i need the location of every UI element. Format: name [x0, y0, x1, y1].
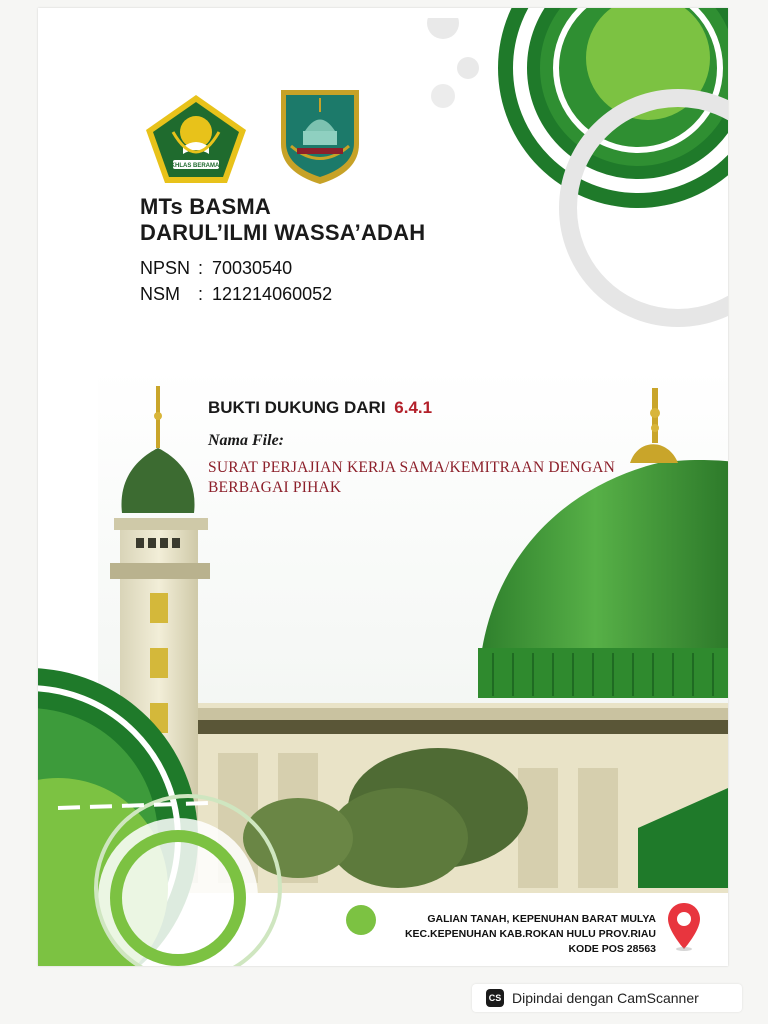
npsn-value: 70030540: [212, 258, 293, 278]
camscanner-watermark: [472, 984, 742, 1012]
nsm-label: NSM: [140, 284, 180, 304]
file-label: Nama File:: [208, 432, 284, 449]
rokan-hulu-emblem-icon: [277, 86, 363, 186]
npsn-separator: :: [198, 258, 204, 278]
file-name: SURAT PERJAJIAN KERJA SAMA/KEMITRAAN DENGAN BERBAGAI PIHAK: [208, 459, 616, 496]
bukti-label: BUKTI DUKUNG DARI: [208, 398, 386, 417]
kemenag-emblem-icon: [143, 92, 249, 186]
npsn-label: NPSN: [140, 258, 191, 278]
nsm-separator: :: [198, 284, 204, 304]
school-name-line2: DARUL’ILMI WASSA’ADAH: [140, 220, 426, 245]
address-block: [405, 912, 656, 957]
location-pin-icon: [666, 901, 702, 951]
address-line1: GALIAN TANAH, KEPENUHAN BARAT MULYA: [427, 913, 656, 925]
address-line2: KEC.KEPENUHAN KAB.ROKAN HULU PROV.RIAU: [404, 928, 656, 940]
bukti-number: 6.4.1: [394, 398, 433, 417]
top-right-circles: [418, 8, 728, 318]
camscanner-label: Dipindai dengan CamScanner: [512, 990, 699, 1006]
nsm-row: [140, 284, 332, 305]
kemenag-motto: IKHLAS BERAMAL: [169, 163, 223, 169]
nsm-value: 121214060052: [212, 284, 333, 304]
school-name-line1: MTs BASMA: [140, 194, 271, 219]
address-line3: KODE POS 28563: [568, 943, 656, 955]
npsn-row: [140, 258, 292, 279]
camscanner-logo: CS: [486, 989, 504, 1007]
bukti-dukung-heading: [208, 398, 432, 418]
document-page: [38, 8, 728, 966]
